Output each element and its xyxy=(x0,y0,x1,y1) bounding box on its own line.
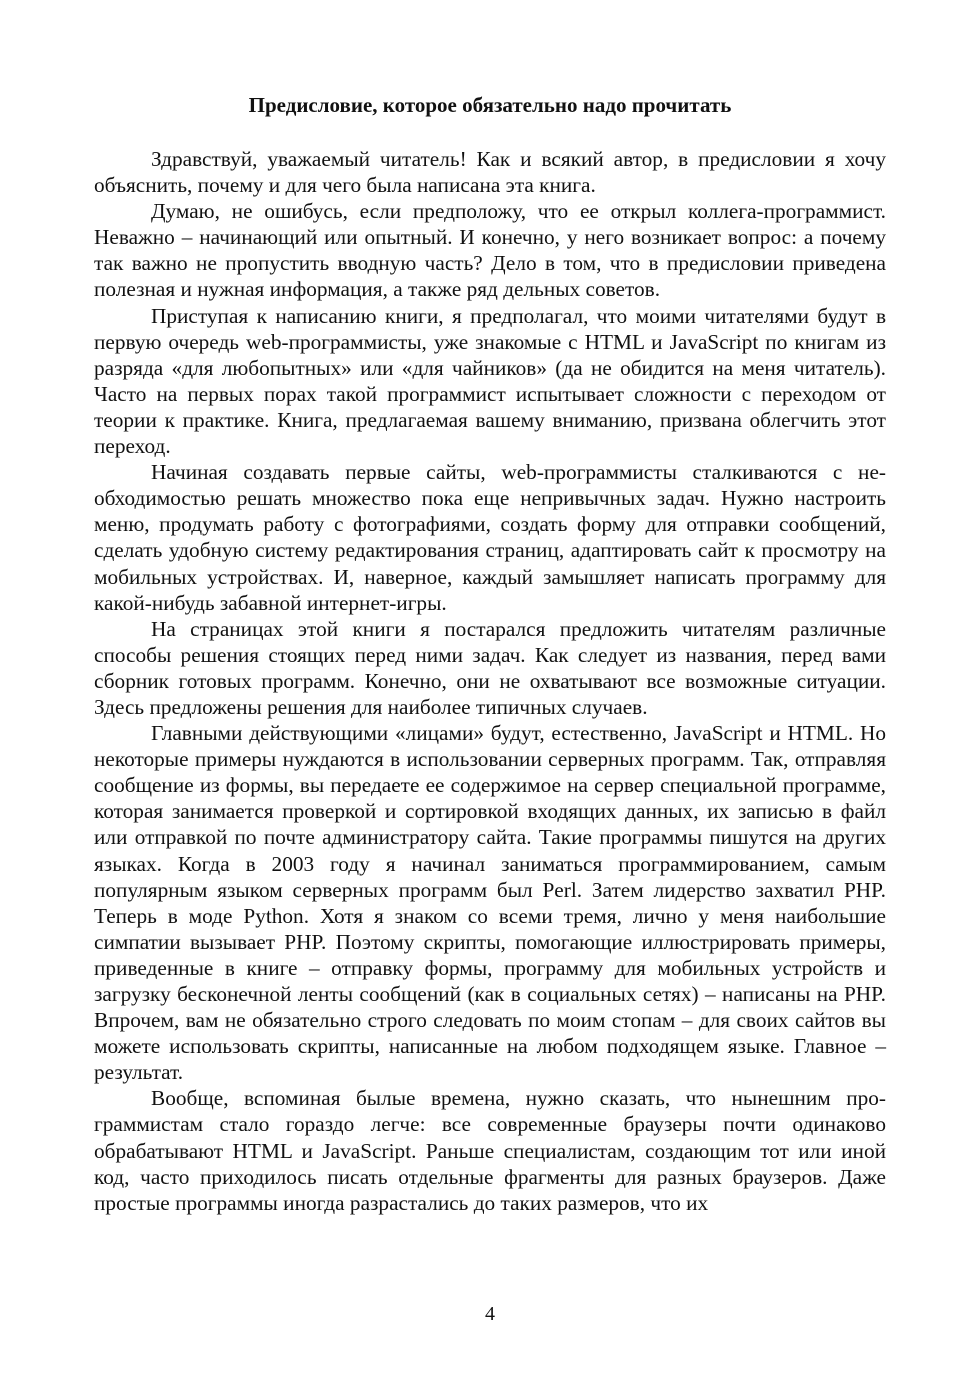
paragraph-3: Приступая к написанию книги, я предполагал, что моими читателями будут в первую очередь web-программисты, уже знакомые с HTML и JavaScript по книгам из разряда «для любопытных» или «для чайников» (да не обидится на меня читатель). Часто на первых порах такой программист испытывает сложности с переходом от теории к практике. Книга, предлагаемая вашему вниманию, призвана облегчить этот переход. xyxy=(94,303,886,459)
body-text xyxy=(94,146,886,1216)
paragraph-7: Вообще, вспоминая былые времена, нужно сказать, что нынешним программистам стало гораздо легче: все современные браузеры почти одинаково обрабатывают HTML и JavaScript. Раньше специалистам, создающим тот или иной код, часто приходилось писать отдельные фрагменты для разных браузеров. Даже простые программы иногда разрастались до таких размеров, что их xyxy=(94,1086,886,1215)
page-title: Предисловие, которое обязательно надо прочитать xyxy=(248,93,732,117)
paragraph-4: Начиная создавать первые сайты, web-программисты сталкиваются с необходимостью решать множество пока еще непривычных задач. Нужно настроить меню, продумать работу с фотографиями, создать форму для отправки сообщений, сделать удобную систему редактирования страниц, адаптировать сайт к просмотру на мобильных устройствах. И, наверное, каждый замышляет написать программу для какой-нибудь забавной интернет-игры. xyxy=(94,460,886,615)
document-page xyxy=(94,92,886,1216)
paragraph-6: Главными действующими «лицами» будут, естественно, JavaScript и HTML. Но некоторые примеры нуждаются в использовании серверных программ. Так, отправляя сообщение из формы, вы передаете ее содержимое на сервер специальной программе, которая занимается проверкой и сортировкой входящих данных, их записью в файл или отправкой по почте администратору сайта. Такие программы пишутся на других языках. Когда в 2003 году я начинал заниматься программированием, самым популярным языком серверных программ был Perl. Затем лидерство захватил PHP. Теперь в моде Python. Хотя я знаком со всеми тремя, лично у меня наибольшие симпатии вызывает PHP. Поэтому скрипты, помогающие иллюстрировать примеры, приведенные в книге – отправку формы, программу для мобильных устройств и загрузку бесконечной ленты сообщений (как в социальных сетях) – написаны на PHP. Впрочем, вам не обязательно строго следовать по моим стопам – для своих сайтов вы можете использовать скрипты, написанные на любом подходящем языке. Главное – результат. xyxy=(94,721,886,1085)
paragraph-1: Здравствуй, уважаемый читатель! Как и всякий автор, в предисловии я хочу объяснить, почему и для чего была написана эта книга. xyxy=(94,147,886,198)
paragraph-2: Думаю, не ошибусь, если предположу, что ее открыл коллега-программист. Неважно – начинающий или опытный. И конечно, у него возникает вопрос: а почему так важно не пропустить вводную часть? Дело в том, что в предисловии приведена полезная и нужная информация, а также ряд дельных советов. xyxy=(94,199,886,302)
page-number: 4 xyxy=(485,1303,495,1325)
paragraph-5: На страницах этой книги я постарался предложить читателям различные способы решения стоящих перед ними задач. Как следует из названия, перед вами сборник готовых программ. Конечно, они не охватывают все возможные ситуации. Здесь предложены решения для наиболее типичных случаев. xyxy=(94,616,886,719)
